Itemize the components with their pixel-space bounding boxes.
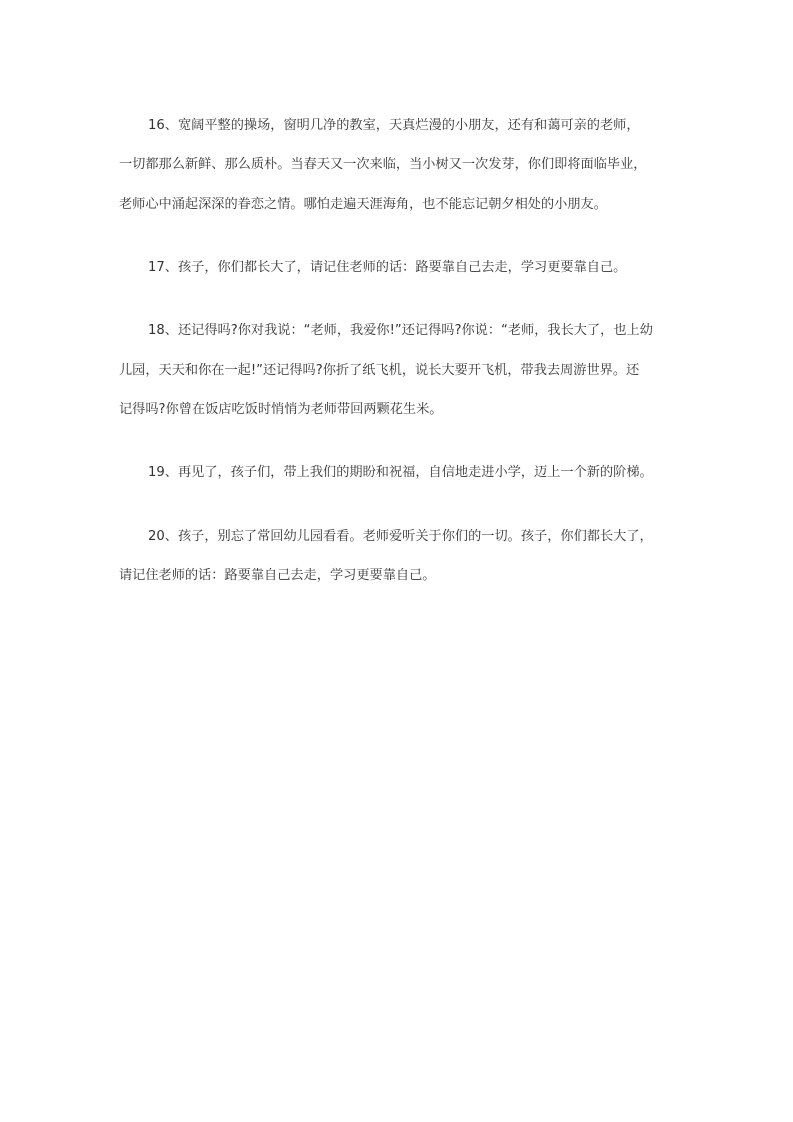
paragraph-line: 17、孩子，你们都长大了，请记住老师的话：路要靠自己去走，学习更要靠自己。 bbox=[148, 260, 627, 275]
paragraph-line: 18、还记得吗?你对我说：“老师，我爱你!”还记得吗?你说：“老师，我长大了，也上幼 bbox=[148, 323, 653, 338]
paragraph-line: 记得吗?你曾在饭店吃饭时悄悄为老师带回两颗花生米。 bbox=[119, 402, 443, 417]
paragraph-line: 一切都那么新鲜、那么质朴。当春天又一次来临，当小树又一次发芽，你们即将面临毕业， bbox=[119, 157, 647, 172]
paragraph-line: 老师心中涌起深深的眷恋之情。哪怕走遍天涯海角，也不能忘记朝夕相处的小朋友。 bbox=[119, 197, 607, 212]
paragraph-line: 20、孩子，别忘了常回幼儿园看看。老师爱听关于你们的一切。孩子，你们都长大了， bbox=[148, 529, 653, 544]
paragraph-line: 请记住老师的话：路要靠自己去走，学习更要靠自己。 bbox=[119, 568, 436, 583]
paragraph-line: 儿园，天天和你在一起!”还记得吗?你折了纸飞机，说长大要开飞机，带我去周游世界。还 bbox=[119, 363, 640, 378]
paragraph-line: 16、宽阔平整的操场，窗明几净的教室，天真烂漫的小朋友，还有和蔼可亲的老师， bbox=[148, 118, 640, 133]
paragraph-line: 19、再见了，孩子们，带上我们的期盼和祝福，自信地走进小学，迈上一个新的阶梯。 bbox=[148, 465, 653, 480]
